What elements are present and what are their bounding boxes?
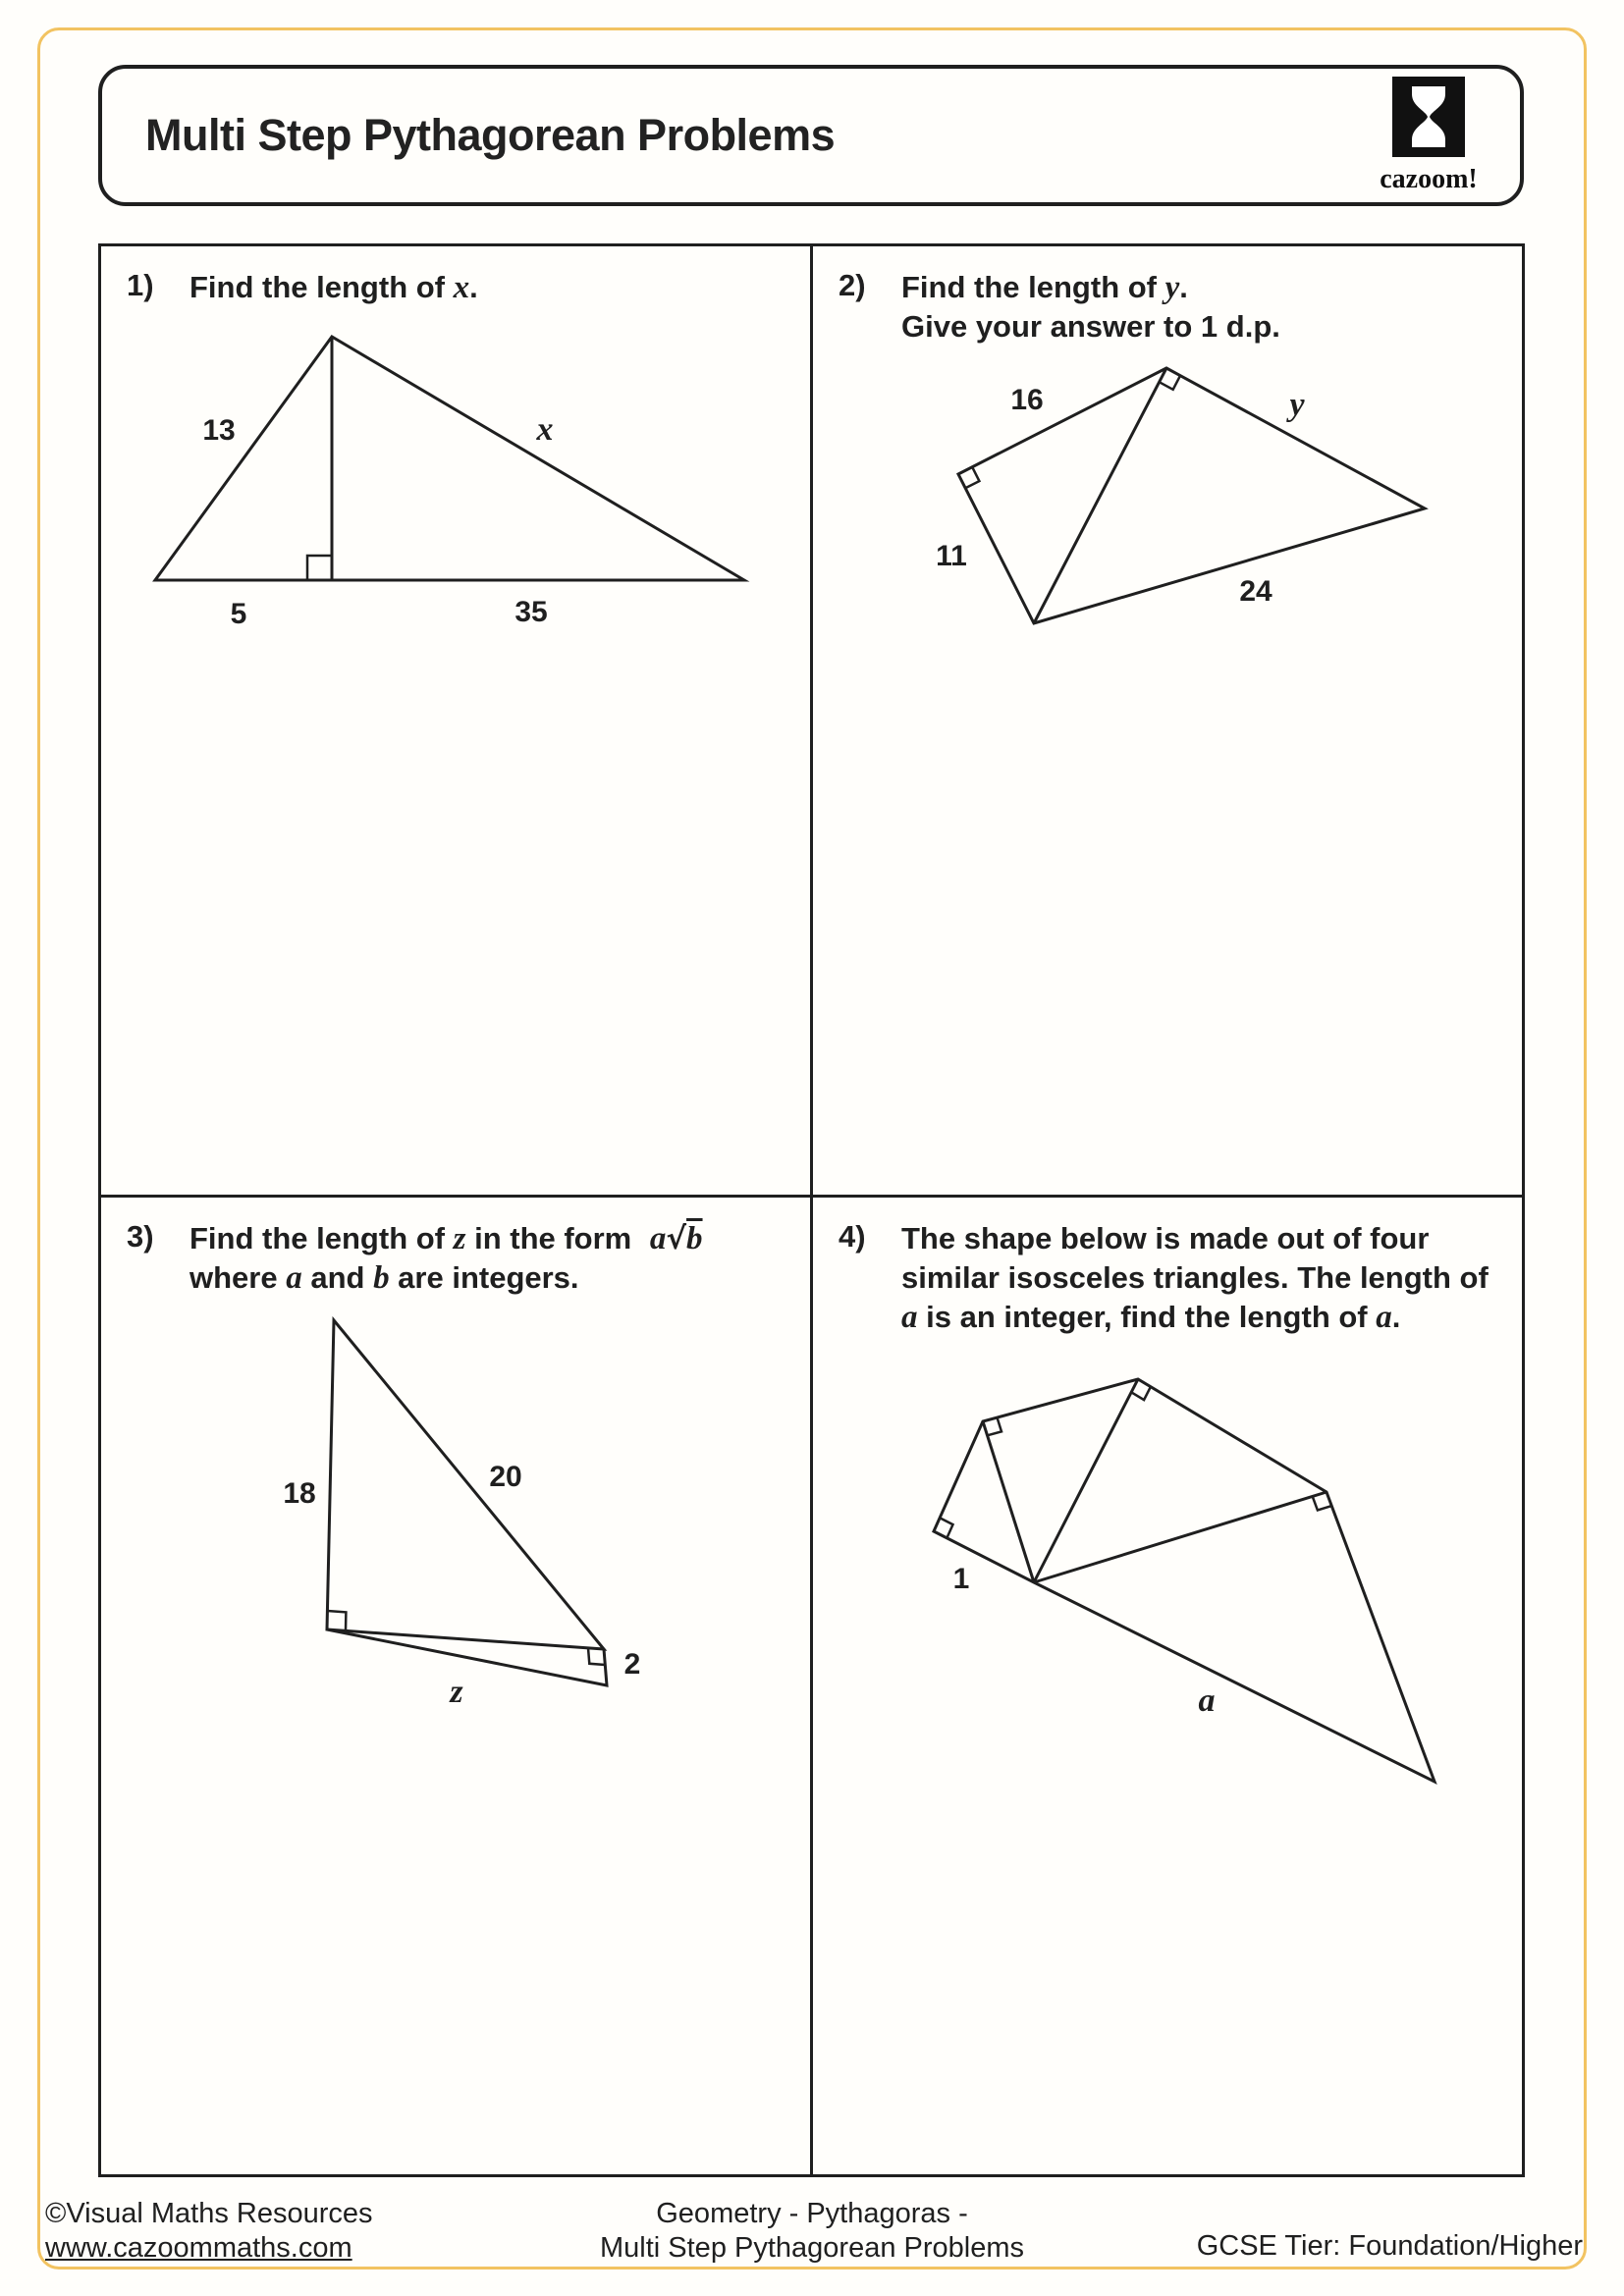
side-label-a: a: [1198, 1682, 1216, 1719]
footer-website-link[interactable]: www.cazoommaths.com: [45, 2232, 352, 2264]
footer-left: [45, 2197, 373, 2266]
footer-copyright: ©Visual Maths Resources: [45, 2198, 373, 2229]
math-var-z: z: [453, 1221, 466, 1256]
prompt-text: The shape below is made out of four: [901, 1221, 1430, 1255]
side-label-20: 20: [489, 1461, 522, 1493]
prompt-text: .: [469, 270, 478, 304]
math-var-a: a: [1376, 1300, 1392, 1335]
math-var-b: b: [373, 1260, 390, 1296]
side-label-11: 11: [936, 540, 967, 572]
side-label-18: 18: [283, 1477, 316, 1510]
figure-1-triangle-with-altitude: [101, 246, 810, 1195]
base-label-5: 5: [230, 598, 247, 630]
prompt-text: Find the length of: [901, 270, 1165, 304]
side-label-y: y: [1289, 387, 1305, 423]
figure-3-stacked-triangles: [101, 1198, 810, 2174]
math-var-a: a: [901, 1300, 918, 1335]
logo-text: cazoom!: [1380, 164, 1478, 194]
side-label-16: 16: [1010, 384, 1044, 416]
math-var-a: a: [286, 1260, 302, 1296]
prompt-text: and: [301, 1260, 374, 1295]
main-triangle-outline: [327, 1320, 604, 1649]
problem-3-number: 3): [127, 1219, 154, 1254]
math-var-x: x: [453, 270, 470, 305]
prompt-text: Give your answer to 1 d.p.: [901, 309, 1280, 344]
side-label-1: 1: [952, 1563, 970, 1595]
prompt-text: Find the length of: [189, 270, 454, 304]
side-label-2: 2: [623, 1648, 641, 1681]
triangle-outline: [155, 337, 744, 580]
footer-tier: GCSE Tier: Foundation/Higher: [1196, 2230, 1583, 2262]
side-label-13: 13: [202, 414, 236, 447]
thin-triangle-outline: [327, 1629, 607, 1685]
header: [98, 65, 1524, 206]
prompt-text: .: [1179, 270, 1188, 304]
prompt-text: in the form: [465, 1221, 640, 1255]
internal-edge: [983, 1421, 1034, 1582]
internal-edge: [1034, 1492, 1326, 1582]
problem-2: [813, 246, 1522, 1195]
math-var-b: b: [686, 1221, 703, 1256]
problem-4: [813, 1198, 1522, 2174]
problems-grid: [98, 243, 1525, 2177]
math-var-y: y: [1164, 270, 1180, 305]
problem-2-number: 2): [839, 268, 866, 302]
cazoom-logo: [1365, 77, 1492, 195]
prompt-text: similar isosceles triangles. The length of: [901, 1260, 1489, 1295]
right-angle-marker: [307, 556, 332, 580]
footer-center: [419, 2197, 1205, 2266]
radical-sign: √: [666, 1221, 687, 1256]
problem-1-number: 1): [127, 268, 154, 302]
side-label-x: x: [536, 411, 554, 448]
footer-topic-line2: Multi Step Pythagorean Problems: [600, 2232, 1024, 2264]
problem-1: [101, 246, 810, 1195]
prompt-text: .: [1391, 1300, 1401, 1334]
prompt-text: are integers.: [389, 1260, 579, 1295]
page-title: Multi Step Pythagorean Problems: [145, 110, 836, 160]
prompt-text: is an integer, find the length of: [917, 1300, 1377, 1334]
problem-4-number: 4): [839, 1219, 866, 1254]
internal-diagonal: [1034, 368, 1166, 623]
shape-outline: [934, 1379, 1435, 1782]
math-var-a: a: [649, 1221, 667, 1256]
right-angle-marker: [327, 1611, 346, 1630]
side-label-z: z: [450, 1674, 463, 1710]
problem-3: [101, 1198, 810, 2174]
hourglass-icon: [1392, 77, 1465, 157]
footer-topic-line1: Geometry - Pythagoras -: [656, 2198, 968, 2229]
base-label-35: 35: [514, 596, 548, 628]
figure-2-quadrilateral: [813, 246, 1522, 1195]
side-label-24: 24: [1239, 575, 1272, 608]
figure-4-isosceles-spiral: [813, 1198, 1522, 2174]
internal-edge: [1034, 1379, 1138, 1582]
prompt-text: where: [189, 1260, 287, 1295]
prompt-text: Find the length of: [189, 1221, 454, 1255]
